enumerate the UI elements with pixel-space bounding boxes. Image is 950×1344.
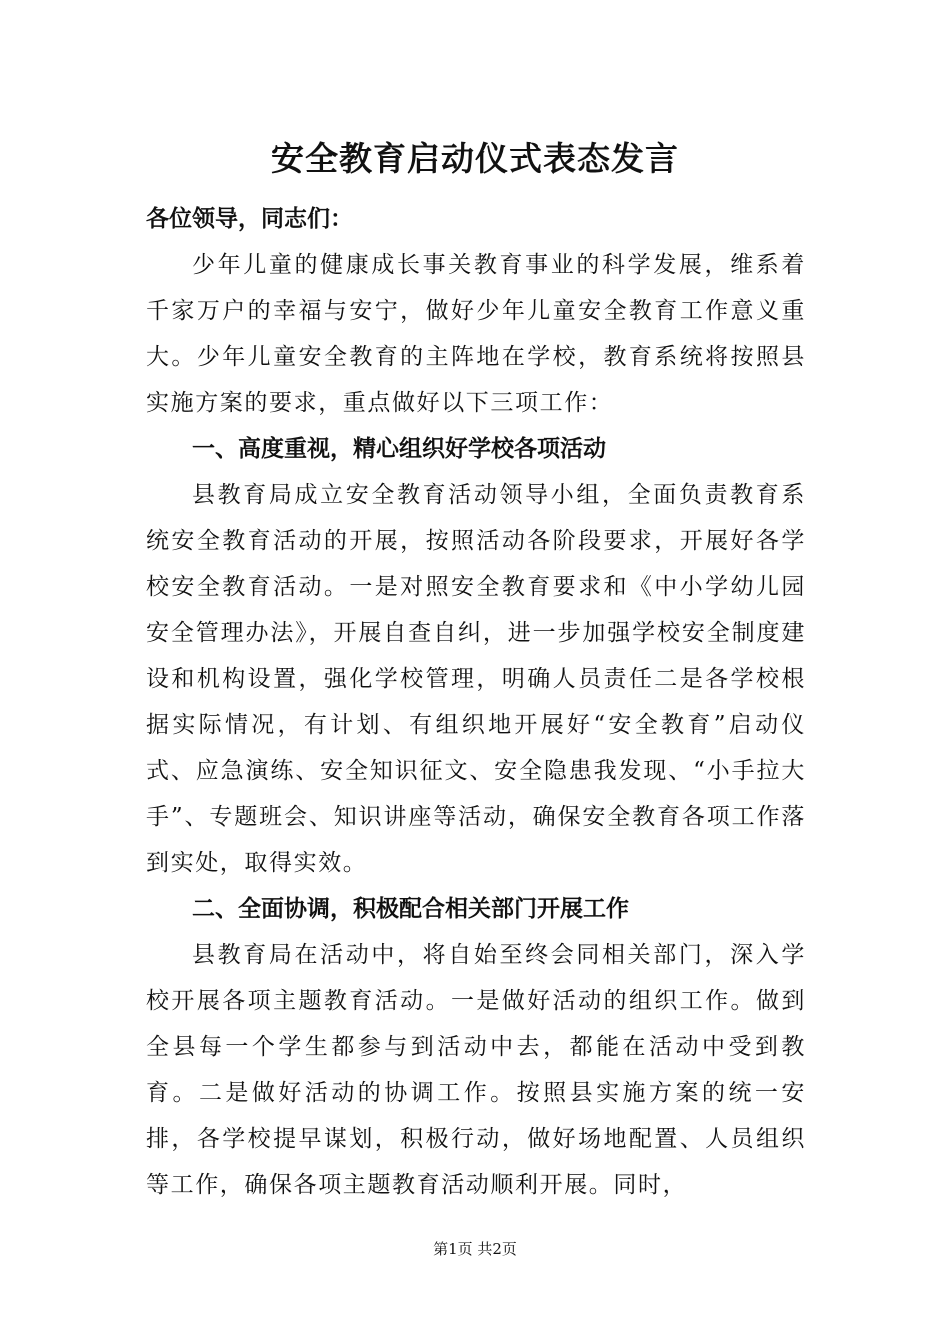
document-title: 安全教育启动仪式表态发言 xyxy=(271,139,679,178)
section-1-heading: 一、高度重视，精心组织好学校各项活动 xyxy=(192,436,606,462)
section-2-heading: 二、全面协调，积极配合相关部门开展工作 xyxy=(192,896,629,922)
page-number-footer: 第1页 共2页 xyxy=(433,1240,517,1258)
section-1-paragraph: 县教育局成立安全教育活动领导小组，全面负责教育系统安全教育活动的开展，按照活动各阶段要求，开展好各学校安全教育活动。一是对照安全教育要求和《中小学幼儿园安全管理办法》，开展自查自纠，进一步加强学校安全制度建设和机构设置，强化学校管理，明确人员责任二是各学校根据实际情况，有计划、有组织地开展好“安全教育”启动仪式、应急演练、安全知识征文、安全隐患我发现、“小手拉大手”、专题班会、知识讲座等活动，确保安全教育各项工作落到实处，取得实效。 xyxy=(146,482,806,876)
salutation: 各位领导，同志们： xyxy=(146,206,353,232)
document-body xyxy=(146,196,806,1208)
section-2-paragraph: 县教育局在活动中，将自始至终会同相关部门，深入学校开展各项主题教育活动。一是做好活动的组织工作。做到全县每一个学生都参与到活动中去，都能在活动中受到教育。二是做好活动的协调工作。按照县实施方案的统一安排，各学校提早谋划，积极行动，做好场地配置、人员组织等工作，确保各项主题教育活动顺利开展。同时， xyxy=(146,942,806,1198)
intro-paragraph: 少年儿童的健康成长事关教育事业的科学发展，维系着千家万户的幸福与安宁，做好少年儿童安全教育工作意义重大。少年儿童安全教育的主阵地在学校，教育系统将按照县实施方案的要求，重点做好以下三项工作： xyxy=(146,252,806,416)
